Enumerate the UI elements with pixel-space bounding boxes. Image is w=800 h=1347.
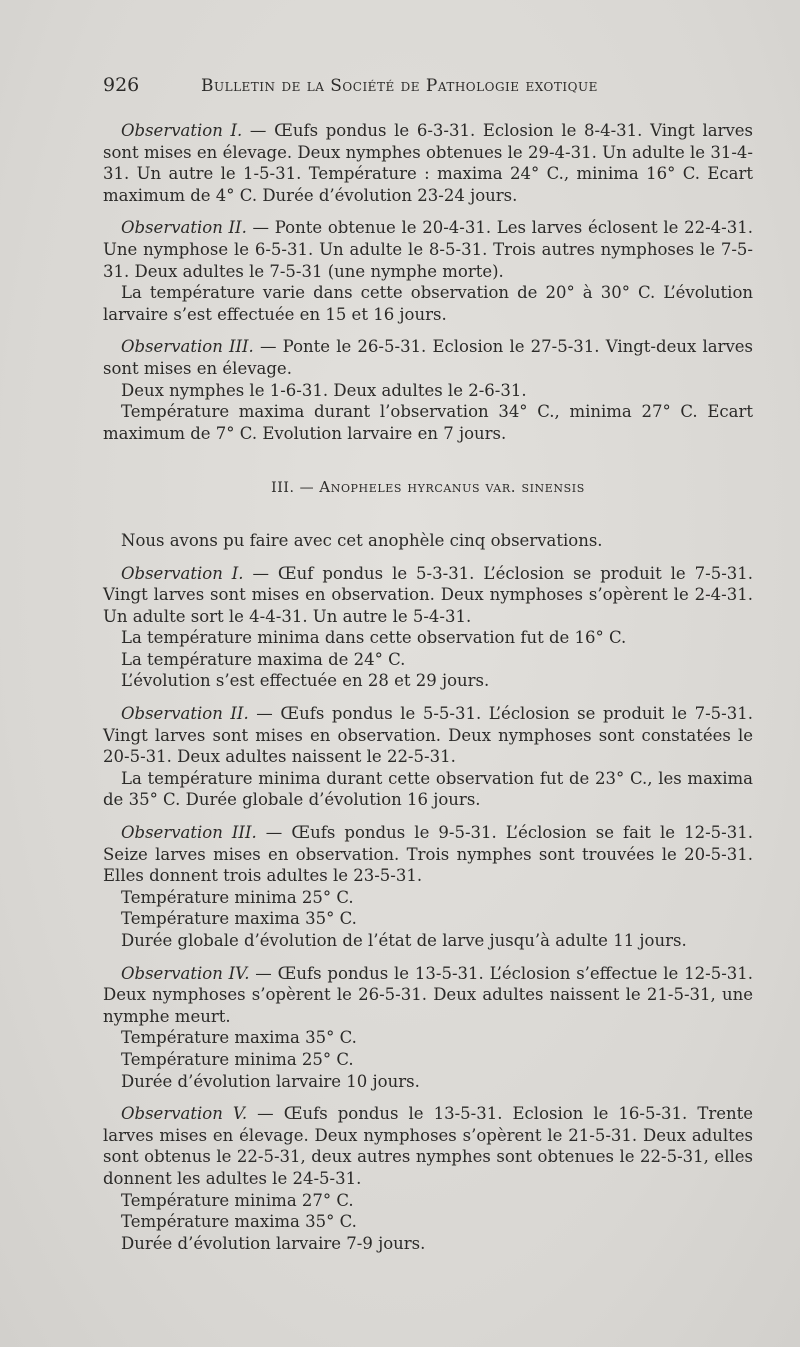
observation-line: La température varie dans cette observation de 20° à 30° C. L’évolution larvaire s’est effectuée en 15 et 16 jours.	[103, 283, 753, 324]
observation-b3	[103, 822, 753, 952]
observation-a1	[103, 120, 753, 206]
observation-line: La température minima dans cette observation fut de 16° C.	[121, 628, 627, 648]
observation-label: Observation V.	[121, 1104, 248, 1124]
observation-b5	[103, 1103, 753, 1254]
observation-text: — Œufs pondus le 6-3-31. Eclosion le 8-4-31. Vingt larves sont mises en élevage. Deux nymphes obtenues le 29-4-31. Un adulte le 31-4-31. Un autre le 1-5-31. Température : maxima 24° C., minima 16° C. Ecart maximum de 4° C. Durée d’évolution 23-24 jours.	[103, 121, 753, 205]
section-heading-title: Anopheles hyrcanus var. sinensis	[319, 478, 585, 497]
observation-label: Observation I.	[121, 563, 244, 583]
observation-line: Température minima 25° C.	[121, 1049, 354, 1069]
observation-line: Température minima 27° C.	[121, 1190, 354, 1210]
observation-line: Température maxima 35° C.	[121, 1212, 357, 1232]
page-header	[103, 74, 753, 98]
observation-line: Durée globale d’évolution de l’état de larve jusqu’à adulte 11 jours.	[121, 931, 687, 950]
observation-text: — Œufs pondus le 5-5-31. L’éclosion se produit le 7-5-31. Vingt larves sont mises en observation. Deux nymphoses sont constatées le 20-5-31. Deux adultes naissent le 22-5-31.	[103, 704, 753, 767]
observation-label: Observation III.	[121, 337, 254, 357]
observation-line: Température minima 25° C.	[121, 887, 354, 907]
observation-text: — Œufs pondus le 13-5-31. L’éclosion s’effectue le 12-5-31. Deux nymphoses s’opèrent le 26-5-31. Deux adultes naissent le 21-5-31, une nymphe meurt.	[103, 963, 754, 1026]
observation-line: Durée d’évolution larvaire 7-9 jours.	[121, 1233, 426, 1253]
section-intro: Nous avons pu faire avec cet anophèle cinq observations.	[121, 530, 603, 550]
observation-label: Observation I.	[121, 121, 243, 140]
observation-a3	[103, 336, 753, 444]
observation-line: Température maxima 35° C.	[121, 909, 357, 929]
observation-b4	[103, 963, 753, 1093]
section-heading	[103, 477, 753, 500]
observation-b1	[103, 563, 753, 693]
observation-label: Observation III.	[121, 823, 257, 843]
page-number: 926	[103, 74, 140, 96]
observation-line: La température maxima de 24° C.	[121, 649, 406, 669]
observation-line: Température maxima 35° C.	[121, 1028, 357, 1048]
observation-line: La température minima durant cette observation fut de 23° C., les maxima de 35° C. Durée globale d’évolution 16 jours.	[103, 768, 753, 810]
journal-title: Bulletin de la Société de Pathologie exotique	[201, 76, 598, 96]
observation-label: Observation IV.	[121, 963, 250, 983]
observation-label: Observation II.	[121, 704, 249, 724]
observation-line: Durée d’évolution larvaire 10 jours.	[121, 1071, 420, 1091]
observation-text: — Œufs pondus le 9-5-31. L’éclosion se fait le 12-5-31. Seize larves mises en observation. Trois nymphes sont trouvées le 20-5-31. Elles donnent trois adultes le 23-5-31.	[103, 823, 753, 886]
observation-b2	[103, 703, 753, 811]
observation-text: — Œufs pondus le 13-5-31. Eclosion le 16-5-31. Trente larves mises en élevage. Deux nymphoses s’opèrent le 21-5-31. Deux adultes sont obtenus le 22-5-31, deux autres nymphes sont obtenues le 22-5-31, elles donnent les adultes le 24-5-31.	[103, 1104, 753, 1188]
observation-a2	[103, 217, 753, 325]
observation-label: Observation II.	[121, 218, 247, 238]
observation-text: — Ponte le 26-5-31. Eclosion le 27-5-31. Vingt-deux larves sont mises en élevage.	[103, 337, 753, 378]
body-text	[103, 120, 753, 1254]
observation-line: Température maxima durant l’observation 34° C., minima 27° C. Ecart maximum de 7° C. Evolution larvaire en 7 jours.	[103, 402, 753, 443]
observation-line: Deux nymphes le 1-6-31. Deux adultes le 2-6-31.	[121, 380, 527, 400]
observation-text: — Œuf pondus le 5-3-31. L’éclosion se produit le 7-5-31. Vingt larves sont mises en observation. Deux nymphoses s’opèrent le 2-4-31. Un adulte sort le 4-4-31. Un autre le 5-4-31.	[103, 563, 754, 626]
section-heading-number: III. —	[271, 480, 320, 497]
observation-text: — Ponte obtenue le 20-4-31. Les larves éclosent le 22-4-31. Une nymphose le 6-5-31. Un adulte le 8-5-31. Trois autres nymphoses le 7-5-31. Deux adultes le 7-5-31 (une nymphe morte).	[103, 218, 753, 281]
observation-line: L’évolution s’est effectuée en 28 et 29 jours.	[121, 671, 490, 691]
